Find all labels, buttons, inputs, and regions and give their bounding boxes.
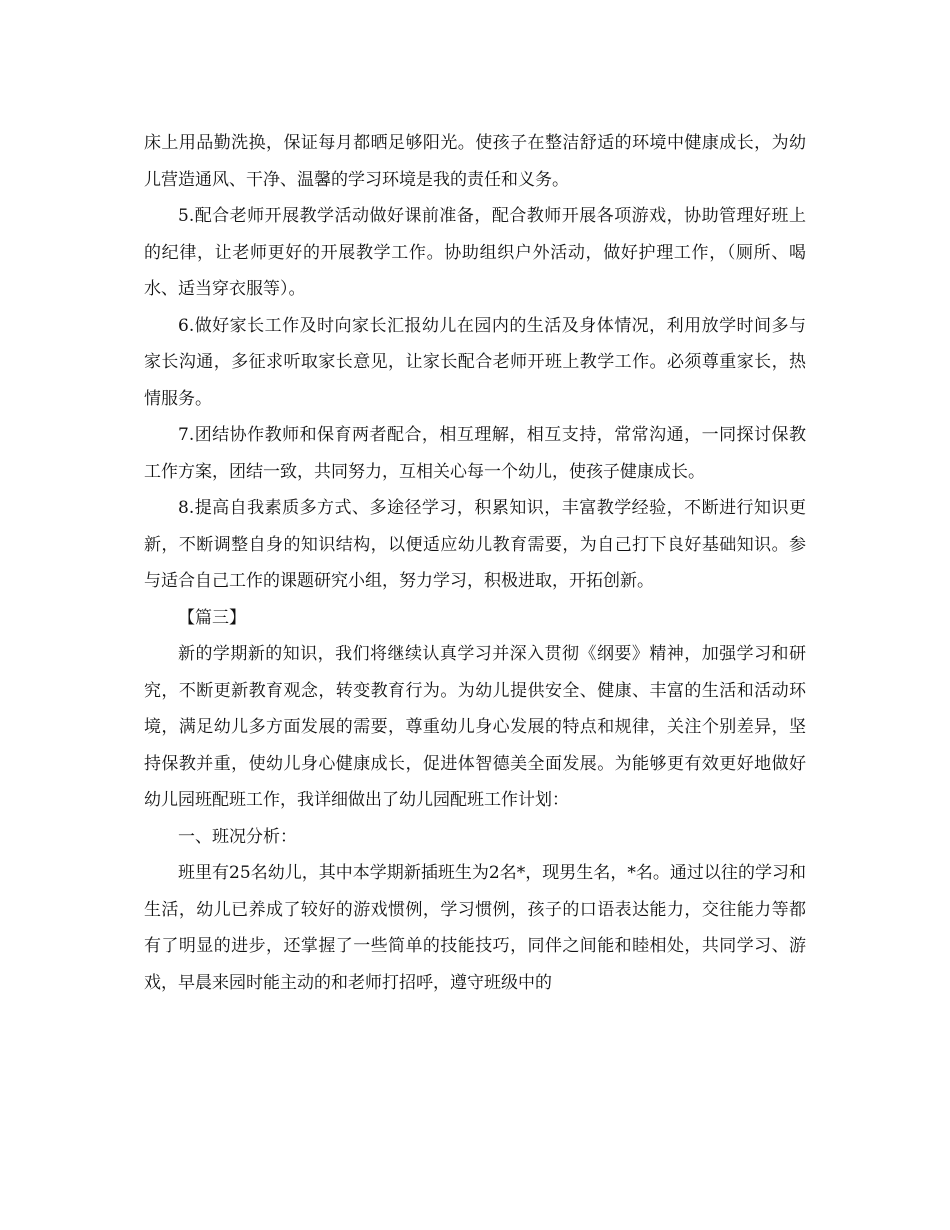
paragraph-continuation: 床上用品勤洗换，保证每月都晒足够阳光。使孩子在整洁舒适的环境中健康成长，为幼儿营造通风、干净、温馨的学习环境是我的责任和义务。: [144, 133, 806, 190]
paragraph-intro: 新的学期新的知识，我们将继续认真学习并深入贯彻《纲要》精神，加强学习和研究，不断更新教育观念，转变教育行为。为幼儿提供安全、健康、丰富的生活和活动环境，满足幼儿多方面发展的需要，尊重幼儿身心发展的特点和规律，关注个别差异，坚持保教并重，使幼儿身心健康成长，促进体智德美全面发展。为能够更有效更好地做好幼儿园班配班工作，我详细做出了幼儿园配班工作计划：: [144, 644, 806, 810]
paragraph-item-6: 6.做好家长工作及时向家长汇报幼儿在园内的生活及身体情况，利用放学时间多与家长沟通，多征求听取家长意见，让家长配合老师开班上教学工作。必须尊重家长，热情服务。: [144, 315, 806, 409]
paragraph-item-8: 8.提高自我素质多方式、多途径学习，积累知识，丰富教学经验，不断进行知识更新，不断调整自身的知识结构，以便适应幼儿教育需要，为自己打下良好基础知识。参与适合自己工作的课题研究小组，努力学习，积极进取，开拓创新。: [144, 498, 806, 591]
paragraph-class-analysis: 班里有25名幼儿，其中本学期新插班生为2名*，现男生名，*名。通过以往的学习和生活，幼儿已养成了较好的游戏惯例，学习惯例，孩子的口语表达能力，交往能力等都有了明显的进步，还掌握了一些简单的技能技巧，同伴之间能和睦相处，共同学习、游戏，早晨来园时能主动的和老师打招呼，遵守班级中的: [144, 863, 806, 993]
paragraph-item-7: 7.团结协作教师和保育两者配合，相互理解，相互支持，常常沟通，一同探讨保教工作方案，团结一致，共同努力，互相关心每一个幼儿，使孩子健康成长。: [144, 425, 806, 482]
document-body: [144, 125, 806, 1001]
paragraph-item-5: 5.配合老师开展教学活动做好课前准备，配合教师开展各项游戏，协助管理好班上的纪律，让老师更好的开展教学工作。协助组织户外活动，做好护理工作，（厕所、喝水、适当穿衣服等）。: [144, 206, 806, 299]
subsection-heading: 一、班况分析：: [178, 826, 297, 847]
section-heading: 【篇三】: [178, 607, 246, 628]
